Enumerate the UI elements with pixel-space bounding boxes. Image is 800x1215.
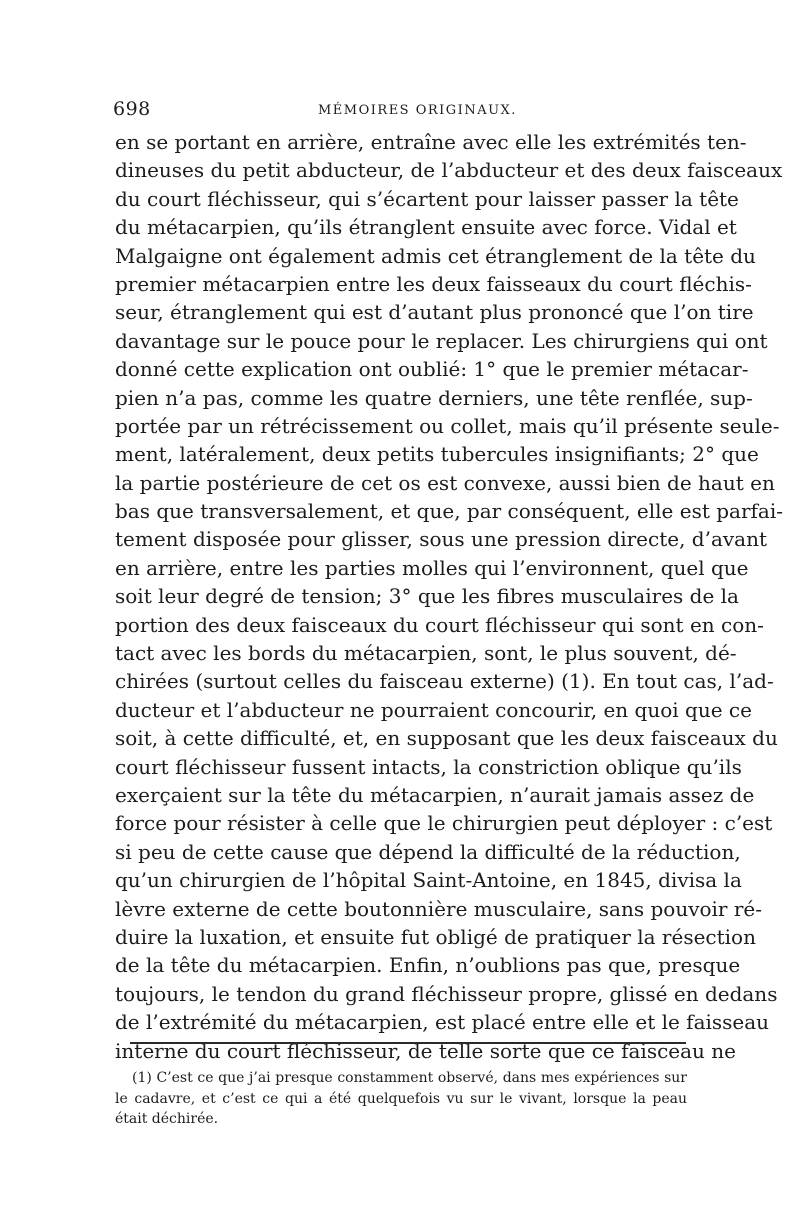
footnote-line: était déchirée. [115,1111,219,1127]
body-line: la partie postérieure de cet os est convexe, aussi bien de haut en [115,470,775,495]
body-line: portée par un rétrécissement ou collet, mais qu’il présente seule- [115,413,780,438]
body-line: de l’extrémité du métacarpien, est placé entre elle et le faisseau [115,1010,770,1035]
body-line: Malgaigne ont également admis cet étranglement de la tête du [115,243,756,268]
body-line: duire la luxation, et ensuite fut obligé de pratiquer la résection [115,924,756,949]
body-line: si peu de cette cause que dépend la difficulté de la réduction, [115,839,741,864]
body-line: en se portant en arrière, entraîne avec elle les extrémités ten- [115,130,747,154]
body-line: davantage sur le pouce pour le replacer. Les chirurgiens qui ont [115,328,768,353]
body-line: dineuses du petit abducteur, de l’abducteur et des deux faisceaux [115,158,783,183]
body-line: premier métacarpien entre les deux faisseaux du court fléchis- [115,271,752,296]
body-line: tact avec les bords du métacarpien, sont, le plus souvent, dé- [115,641,737,666]
body-line: chirées (surtout celles du faisceau externe) (1). En tout cas, l’ad- [115,669,774,694]
body-line: portion des deux faisceaux du court fléchisseur qui sont en con- [115,612,764,637]
footnote-line: le cadavre, et c’est ce qui a été quelquefois vu sur le vivant, lorsque la peau [115,1090,687,1107]
body-line: seur, étranglement qui est d’autant plus prononcé que l’on tire [115,300,754,325]
footnote-rule [130,1042,686,1044]
body-line: du métacarpien, qu’ils étranglent ensuite avec force. Vidal et [115,215,737,240]
body-line: pien n’a pas, comme les quatre derniers, une tête renflée, sup- [115,385,753,410]
body-line: donné cette explication ont oublié: 1° que le premier métacar- [115,357,749,382]
footnote [115,1068,687,1130]
body-line: interne du court fléchisseur, de telle sorte que ce faisceau ne [115,1038,737,1063]
page-number: 698 [113,98,151,120]
body-text [115,128,784,1065]
body-line: ment, latéralement, deux petits tubercules insignifiants; 2° que [115,442,759,467]
body-line: bas que transversalement, et que, par conséquent, elle est parfai- [115,499,784,524]
body-line: exerçaient sur la tête du métacarpien, n’aurait jamais assez de [115,782,755,807]
body-line: en arrière, entre les parties molles qui l’environnent, quel que [115,555,749,580]
body-line: court fléchisseur fussent intacts, la constriction oblique qu’ils [115,754,742,779]
body-line: ducteur et l’abducteur ne pourraient concourir, en quoi que ce [115,697,752,722]
body-line: qu’un chirurgien de l’hôpital Saint-Antoine, en 1845, divisa la [115,868,742,893]
body-line: tement disposée pour glisser, sous une pression directe, d’avant [115,527,768,552]
body-line: du court fléchisseur, qui s’écartent pour laisser passer la tête [115,186,739,211]
body-line: lèvre externe de cette boutonnière musculaire, sans pouvoir ré- [115,896,763,921]
body-line: soit, à cette difficulté, et, en supposant que les deux faisceaux du [115,726,778,751]
footnote-line: (1) C’est ce que j’ai presque constamment observé, dans mes expériences sur [132,1070,687,1086]
body-line: toujours, le tendon du grand fléchisseur propre, glissé en dedans [115,981,778,1006]
running-head: MÉMOIRES ORIGINAUX. [318,103,517,118]
body-line: de la tête du métacarpien. Enfin, n’oublions pas que, presque [115,953,741,978]
body-line: soit leur degré de tension; 3° que les fibres musculaires de la [115,584,739,609]
body-line: force pour résister à celle que le chirurgien peut déployer : c’est [115,811,773,836]
